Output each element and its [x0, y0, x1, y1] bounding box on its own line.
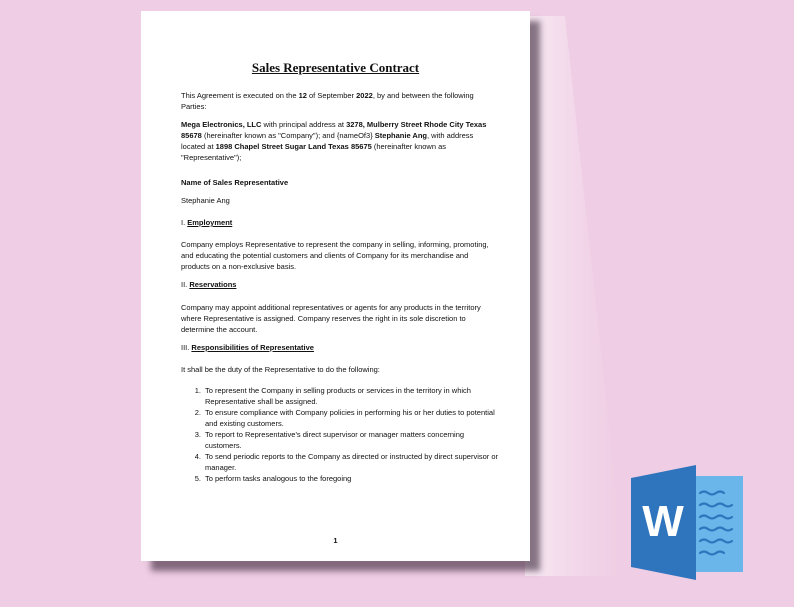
document-page	[141, 11, 530, 561]
duties-list	[181, 385, 499, 484]
section-heading-reservations: II. Reservations	[181, 280, 237, 289]
parties-paragraph: Mega Electronics, LLC with principal address at 3278, Mulberry Street Rhode City Texas 85678 (hereinafter known as "Company"); and {nameOf3} Stephanie Ang, with address located at 1898 Chapel Street Sugar Land Texas 85675 (hereinafter known as "Representative");	[181, 120, 487, 162]
page-number: 1	[333, 536, 338, 545]
word-icon-letter: W	[642, 497, 684, 546]
document-title: Sales Representative Contract	[251, 60, 420, 75]
company-address: 3278, Mulberry Street Rhode City Texas 85678	[181, 120, 487, 140]
name-heading: Name of Sales Representative	[181, 178, 289, 187]
section-body-employment: Company employs Representative to represent the company in selling, informing, promoting, and educating the potential customers and clients of Company for its merchandise and products on a non-exclusive basis.	[181, 240, 489, 271]
page-fold-highlight	[525, 16, 625, 576]
representative-address: 1898 Chapel Street Sugar Land Texas 85675	[215, 142, 372, 151]
list-item: 2. To ensure compliance with Company policies in performing his or her duties to potential and existing customers.	[194, 408, 495, 428]
list-item: 5. To perform tasks analogous to the foregoing	[194, 474, 352, 483]
section-body-reservations: Company may appoint additional representatives or agents for any products in the territory where Representative is assigned. Company reserves the right in its sole discretion to determine the account.	[181, 303, 481, 334]
section-body-responsibilities: It shall be the duty of the Representative to do the following:	[181, 365, 380, 374]
section-heading-employment: I. Employment	[181, 218, 233, 227]
representative-name: Stephanie Ang	[374, 131, 428, 140]
agreement-day: 12	[298, 91, 307, 100]
list-item: 1. To represent the Company in selling products or services in the territory in which Representative shall be assigned.	[194, 386, 471, 406]
name-value: Stephanie Ang	[181, 196, 230, 205]
ms-word-icon	[628, 464, 745, 581]
agreement-year: 2022	[356, 91, 373, 100]
intro-paragraph: This Agreement is executed on the 12 of September 2022, by and between the following Parties:	[181, 91, 474, 111]
list-item: 4. To send periodic reports to the Company as directed or instructed by direct supervisor or manager.	[194, 452, 499, 472]
section-heading-responsibilities: III. Responsibilities of Representative	[181, 343, 314, 352]
company-name: Mega Electronics, LLC	[181, 120, 262, 129]
list-item: 3. To report to Representative's direct supervisor or manager matters concerning customers.	[194, 430, 465, 450]
